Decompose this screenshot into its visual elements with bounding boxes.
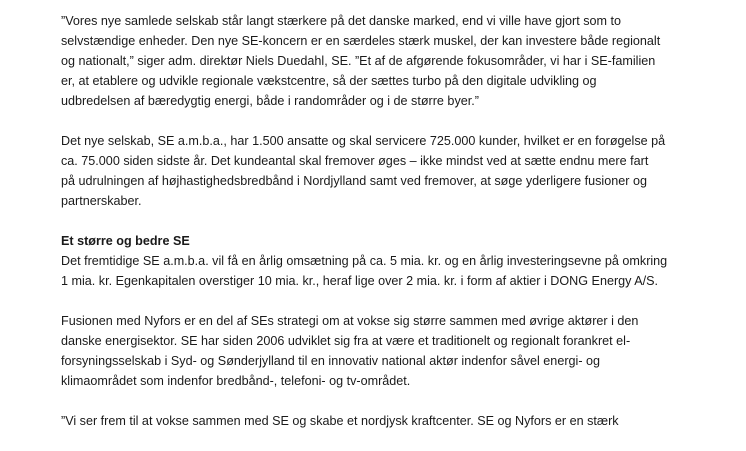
text-line: danske energisektor. SE har siden 2006 udviklet sig fra at være et traditionelt og regionalt forankret el- (61, 334, 631, 348)
company-facts-paragraph (61, 131, 721, 211)
text-line: udbredelsen af bæredygtig energi, både i randområder og i de større byer.” (61, 94, 479, 108)
text-line: og nationalt,” siger adm. direktør Niels Duedahl, SE. ”Et af de afgørende fokusområder, vi har i SE-familien (61, 54, 656, 68)
section-paragraph (61, 231, 721, 291)
text-line: klimaområdet som indenfor bredbånd-, telefoni- og tv-området. (61, 374, 411, 388)
text-line: på udrulningen af højhastighedsbredbånd i Nordjylland samt ved fremover, at søge yderligere fusioner og (61, 174, 647, 188)
text-line: ca. 75.000 siden sidste år. Det kundeantal skal fremover øges – ikke mindst ved at sætte endnu mere fart (61, 154, 649, 168)
text-line: Det nye selskab, SE a.m.b.a., har 1.500 ansatte og skal servicere 725.000 kunder, hvilket er en forøgelse på (61, 134, 666, 148)
text-line: er, at etablere og udvikle regionale vækstcentre, så der sættes turbo på den digitale udvikling og (61, 74, 597, 88)
text-line: 1 mia. kr. Egenkapitalen overstiger 10 mia. kr., heraf lige over 2 mia. kr. i form af aktier i DONG Energy A/S. (61, 274, 659, 288)
text-line: partnerskaber. (61, 194, 142, 208)
text-line: forsyningsselskab i Syd- og Sønderjylland til en innovativ national aktør indenfor såvel energi- og (61, 354, 601, 368)
text-line: selvstændige enheder. Den nye SE-koncern er en særdeles stærk muskel, der kan investere både regionalt (61, 34, 661, 48)
quote-paragraph (61, 11, 721, 111)
text-line: Fusionen med Nyfors er en del af SEs strategi om at vokse sig større sammen med øvrige aktører i den (61, 314, 639, 328)
text-line: ”Vi ser frem til at vokse sammen med SE og skabe et nordjysk kraftcenter. SE og Nyfors er en stærk (61, 414, 619, 428)
closing-quote-paragraph (61, 411, 721, 431)
section-heading: Et større og bedre SE (61, 234, 190, 248)
document-body (61, 11, 721, 451)
text-line: Det fremtidige SE a.m.b.a. vil få en årlig omsætning på ca. 5 mia. kr. og en årlig investeringsevne på omkring (61, 254, 668, 268)
text-line: ”Vores nye samlede selskab står langt stærkere på det danske marked, end vi ville have gjort som to (61, 14, 621, 28)
strategy-paragraph (61, 311, 721, 391)
